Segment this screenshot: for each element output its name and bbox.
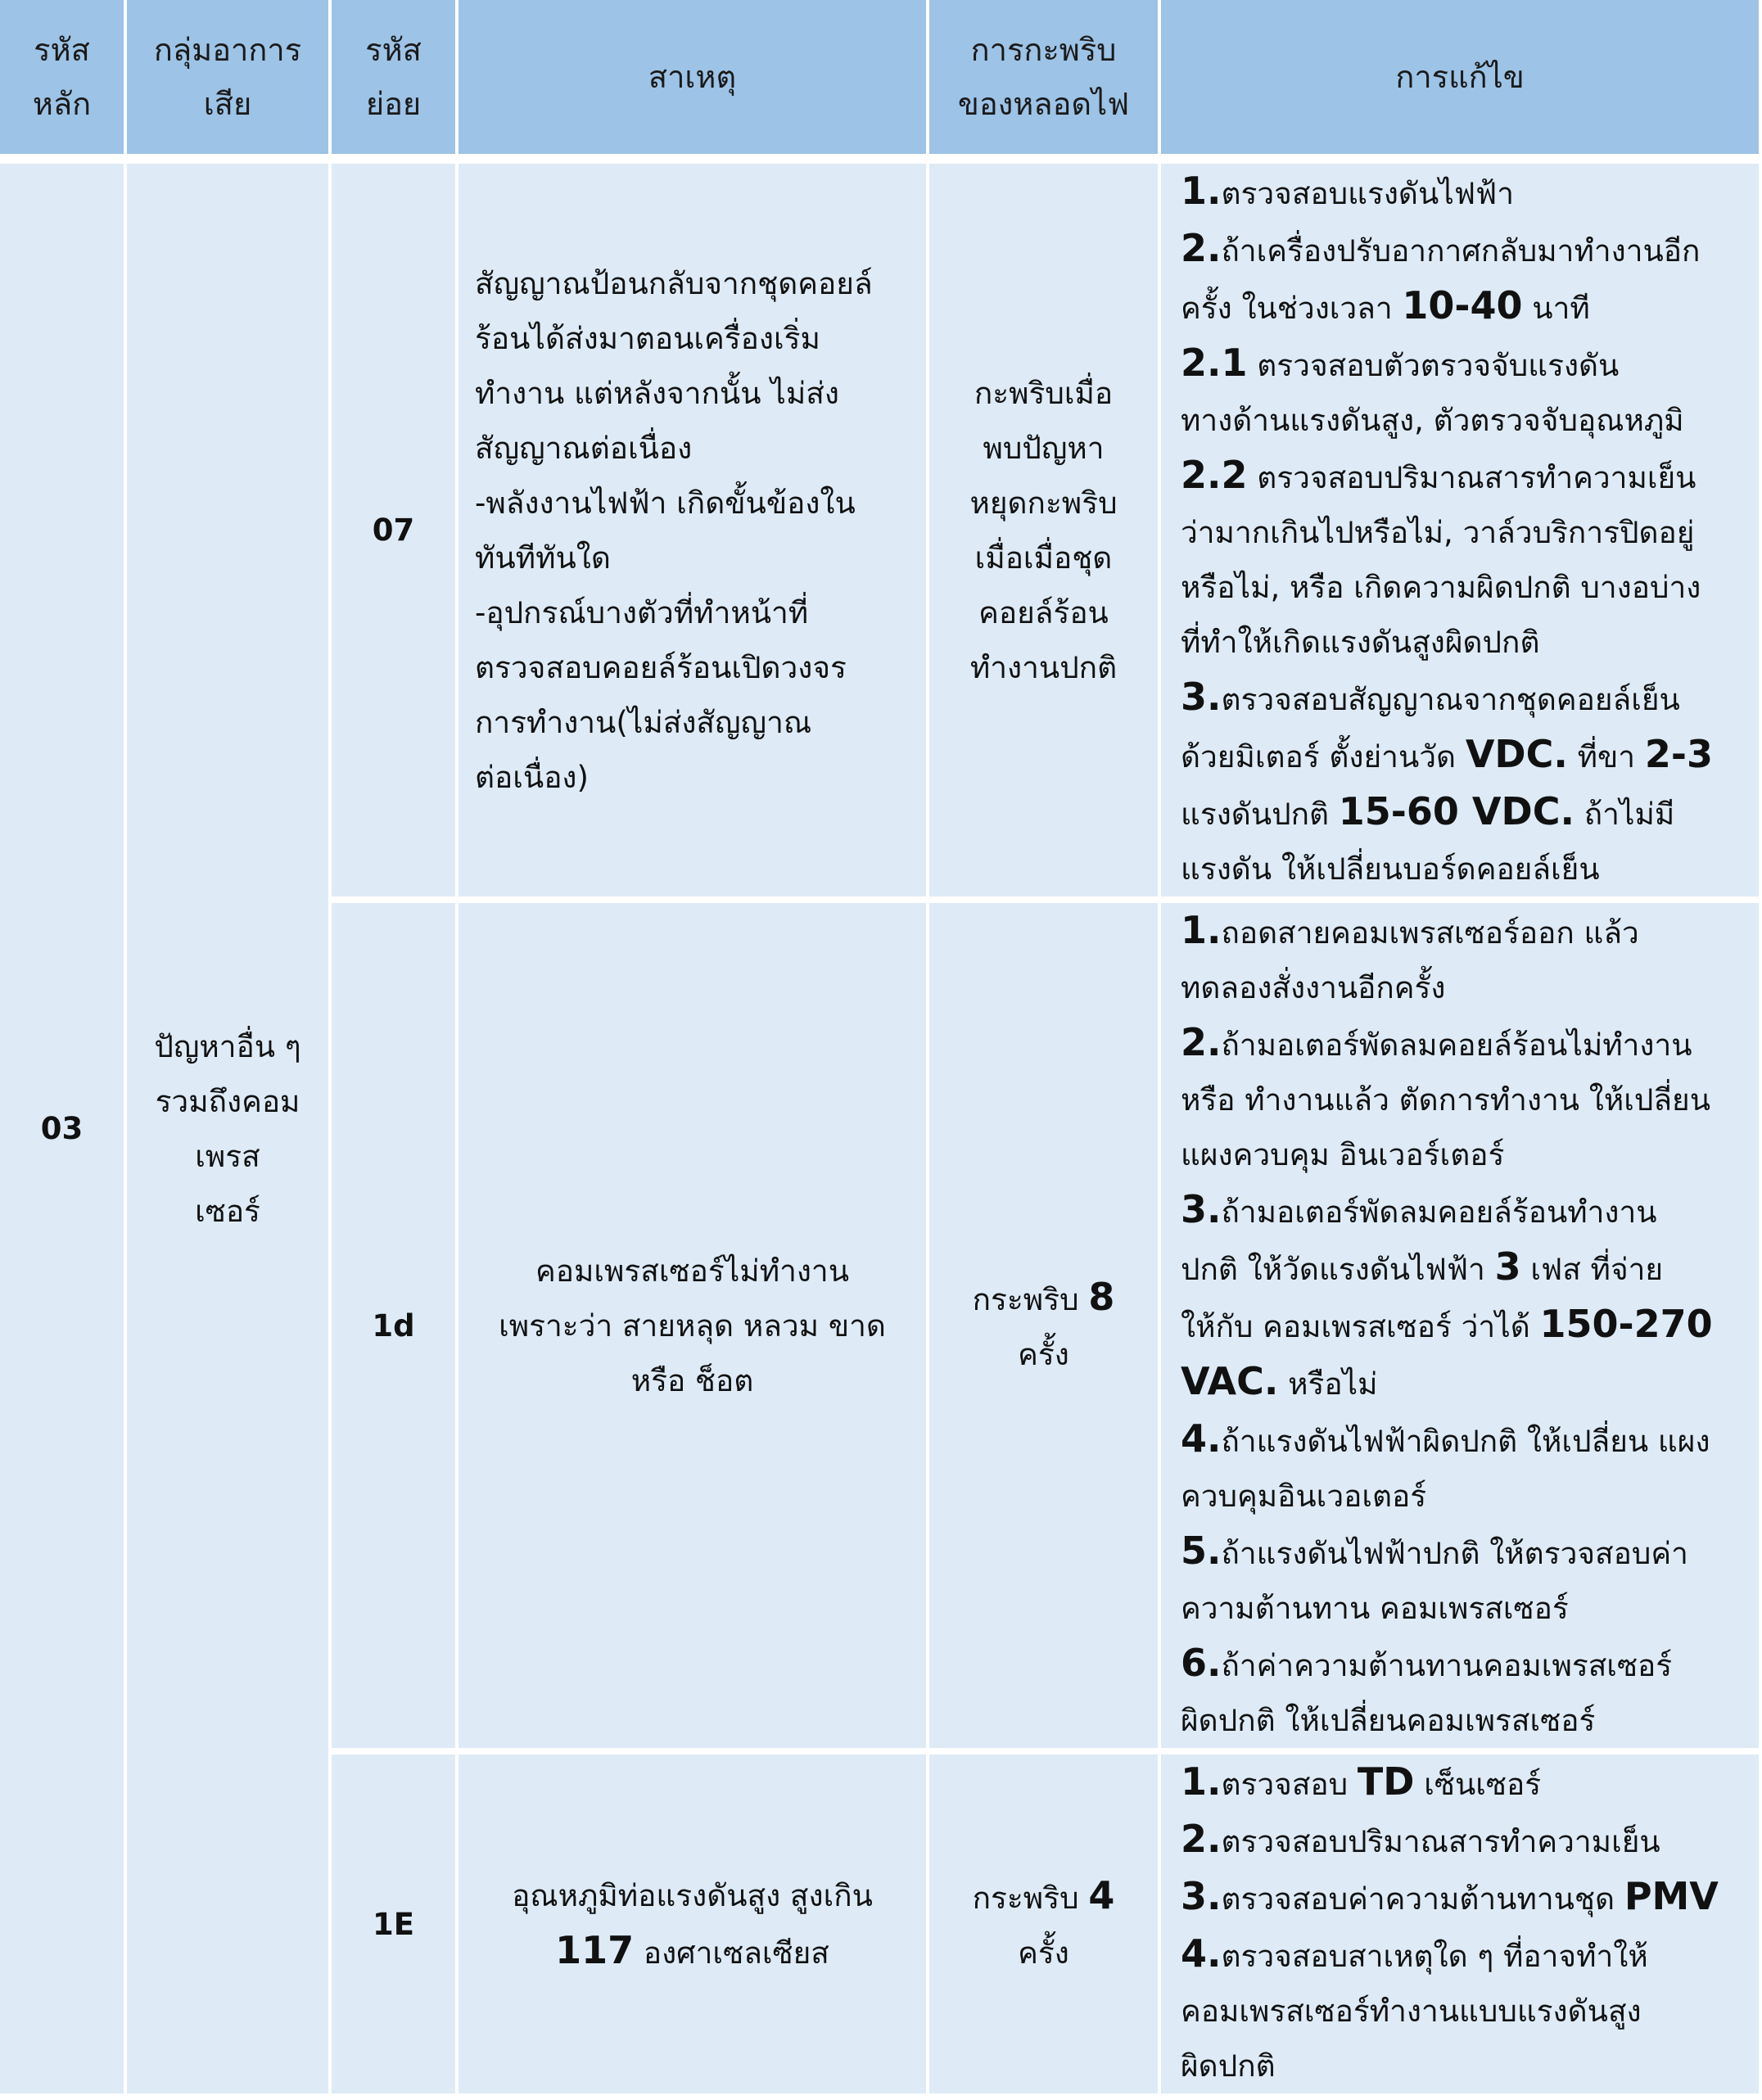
text-segment: กระพริบ: [972, 1281, 1089, 1317]
text-line: [1181, 164, 1747, 221]
text-line: [1181, 1015, 1747, 1073]
text-line: [1181, 903, 1747, 960]
text-segment: ควบคุมอินเวอเตอร์: [1181, 1479, 1427, 1514]
text-line: รหัส: [365, 32, 422, 68]
text-segment: หรือ ทำงานแล้ว ตัดการทำงาน ให้เปลี่ยน: [1181, 1082, 1711, 1118]
text-segment: แผงควบคุม อินเวอร์เตอร์: [1181, 1137, 1505, 1172]
text-segment: ปกติ ให้วัดแรงดันไฟฟ้า: [1181, 1252, 1495, 1287]
text-line: [942, 1926, 1145, 1980]
text-line: ทำงานปกติ: [969, 649, 1118, 685]
text-line: [475, 1868, 910, 1923]
text-line: [1181, 615, 1747, 670]
text-line: [1181, 1693, 1747, 1748]
text-line: กลุ่มอาการ: [153, 32, 302, 68]
text-segment: ด้วยมิเตอร์ ตั้งย่านวัด: [1181, 739, 1466, 775]
text-line: [1181, 1581, 1747, 1636]
text-line: หลัก: [32, 86, 92, 122]
fix-cell: [1161, 164, 1762, 903]
emphasis-text: 2.2: [1181, 453, 1248, 497]
emphasis-text: 2.: [1181, 226, 1222, 270]
text-line: [1181, 960, 1747, 1015]
text-line: [1181, 1469, 1747, 1524]
text-line: [1181, 560, 1747, 615]
emphasis-text: 1.: [1181, 169, 1222, 213]
text-line: [1181, 448, 1747, 505]
text-line: [1181, 1182, 1747, 1240]
sub-code-cell: 1d: [332, 903, 459, 1755]
text-segment: นาที: [1522, 291, 1590, 326]
emphasis-text: 3.: [1181, 1187, 1222, 1231]
text-line: [1181, 784, 1747, 842]
text-line: พบปัญหา: [983, 430, 1105, 466]
emphasis-text: 2.: [1181, 1817, 1222, 1861]
text-segment: อุณหภูมิท่อแรงดันสูง สูงเกิน: [512, 1877, 873, 1913]
text-segment: ครั้ง: [1018, 1336, 1069, 1372]
text-line: [1181, 1240, 1747, 1297]
text-line: คอมเพรสเซอร์ไม่ทำงาน: [535, 1253, 849, 1289]
text-line: -อุปกรณ์บางตัวที่ทำหน้าที่: [475, 594, 809, 630]
text-segment: คอมเพรสเซอร์ทำงานแบบแรงดันสูง: [1181, 1994, 1642, 2029]
emphasis-text: 6.: [1181, 1641, 1222, 1685]
fix-cell: [1161, 1755, 1762, 2100]
text-line: [942, 1868, 1145, 1926]
blink-cell: [929, 164, 1161, 903]
text-line: [1181, 1354, 1747, 1411]
blink-cell: [929, 903, 1161, 1755]
text-segment: ตรวจสอบสาเหตุใด ๆ ที่อาจทำให้: [1221, 1939, 1648, 1974]
text-line: ปัญหาอื่น ๆ: [154, 1028, 301, 1064]
text-segment: ที่ทำให้เกิดแรงดันสูงผิดปกติ: [1181, 625, 1540, 660]
text-segment: ทางด้านแรงดันสูง, ตัวตรวจจับอุณหภูมิ: [1181, 403, 1684, 438]
text-line: ย่อย: [365, 86, 422, 122]
text-line: [1181, 842, 1747, 896]
text-line: [942, 1270, 1145, 1327]
text-line: ทำงาน แต่หลังจากนั้น ไม่ส่ง: [475, 375, 839, 411]
emphasis-text: TD: [1357, 1759, 1415, 1804]
emphasis-text: 3.: [1181, 1874, 1222, 1918]
text-segment: ความต้านทาน คอมเพรสเซอร์: [1181, 1591, 1569, 1626]
text-segment: ถ้าแรงดันไฟฟ้าผิดปกติ ให้เปลี่ยน แผง: [1221, 1424, 1710, 1459]
text-segment: ถ้าเครื่องปรับอากาศกลับมาทำงานอีก: [1221, 233, 1701, 269]
text-segment: ครั้ง: [1018, 1935, 1069, 1971]
emphasis-text: 2-3: [1644, 732, 1713, 776]
text-line: การทำงาน(ไม่ส่งสัญญาณ: [475, 704, 812, 740]
emphasis-text: VAC.: [1181, 1359, 1279, 1403]
text-line: เซอร์: [195, 1193, 260, 1229]
text-line: รหัส: [34, 32, 90, 68]
text-segment: ถอดสายคอมเพรสเซอร์ออก แล้ว: [1221, 915, 1639, 951]
text-line: [1181, 1755, 1747, 1812]
text-segment: ถ้ามอเตอร์พัดลมคอยล์ร้อนทำงาน: [1221, 1195, 1657, 1230]
text-segment: หรือไม่, หรือ เกิดความผิดปกติ บางอบ่าง: [1181, 570, 1701, 605]
text-segment: ผิดปกติ: [1181, 2048, 1276, 2084]
header-cause: [459, 0, 929, 164]
text-segment: แรงดัน ให้เปลี่ยนบอร์ดคอยล์เย็น: [1181, 851, 1600, 887]
text-segment: ตรวจสอบปริมาณสารทำความเย็น: [1221, 1824, 1660, 1859]
emphasis-text: 4.: [1181, 1931, 1222, 1976]
text-line: รวมถึงคอม: [155, 1083, 300, 1119]
text-line: ทันทีทันใด: [475, 540, 611, 576]
text-segment: ว่ามากเกินไปหรือไม่, วาล์วบริการปิดอยู่: [1181, 515, 1695, 550]
text-segment: เซ็นเซอร์: [1414, 1767, 1542, 1802]
text-line: หยุดกะพริบ: [969, 485, 1118, 521]
emphasis-text: 4.: [1181, 1416, 1222, 1461]
text-segment: ถ้าแรงดันไฟฟ้าปกติ ให้ตรวจสอบค่า: [1221, 1536, 1688, 1571]
text-segment: ถ้ามอเตอร์พัดลมคอยล์ร้อนไม่ทำงาน: [1221, 1027, 1692, 1063]
emphasis-text: 8: [1088, 1274, 1115, 1319]
text-line: [1181, 1812, 1747, 1869]
text-line: [942, 1327, 1145, 1382]
emphasis-text: 1.: [1181, 1759, 1222, 1804]
text-line: [1181, 1869, 1747, 1926]
emphasis-text: 15-60 VDC.: [1338, 789, 1575, 833]
text-line: [475, 1923, 910, 1980]
emphasis-text: 2.: [1181, 1020, 1222, 1064]
text-segment: หรือไม่: [1278, 1366, 1378, 1402]
emphasis-text: 10-40: [1402, 283, 1523, 327]
text-line: คอยล์ร้อน: [978, 594, 1109, 630]
text-segment: ที่ขา: [1567, 739, 1645, 775]
emphasis-text: 4: [1088, 1872, 1115, 1917]
text-line: เสีย: [203, 86, 252, 122]
group-cell: [127, 164, 332, 2100]
text-segment: กระพริบ: [972, 1880, 1089, 1916]
cause-cell: [459, 903, 929, 1755]
text-line: [1181, 1297, 1747, 1354]
text-segment: ถ้าค่าความต้านทานคอมเพรสเซอร์: [1221, 1648, 1673, 1683]
text-line: [1181, 1073, 1747, 1127]
cause-cell: [459, 1755, 929, 2100]
sub-code-cell: 07: [332, 164, 459, 903]
text-segment: ผิดปกติ ให้เปลี่ยนคอมเพรสเซอร์: [1181, 1703, 1596, 1738]
text-line: [1181, 393, 1747, 448]
text-segment: ตรวจสอบปริมาณสารทำความเย็น: [1247, 460, 1696, 495]
emphasis-text: 3: [1494, 1244, 1521, 1289]
text-line: [1181, 336, 1747, 393]
text-line: [1181, 727, 1747, 784]
text-segment: ให้กับ คอมเพรสเซอร์ ว่าได้: [1181, 1309, 1540, 1344]
text-line: ตรวจสอบคอยล์ร้อนเปิดวงจร: [475, 649, 847, 685]
emphasis-text: 2.1: [1181, 341, 1248, 385]
text-line: [1181, 1926, 1747, 1984]
fix-cell: [1161, 903, 1762, 1755]
header-group: [127, 0, 332, 164]
header-fix: [1161, 0, 1762, 164]
text-line: ต่อเนื่อง): [475, 759, 589, 795]
text-line: [1181, 221, 1747, 278]
text-segment: เฟส ที่จ่าย: [1520, 1252, 1664, 1287]
emphasis-text: 1.: [1181, 908, 1222, 952]
text-line: [1181, 1636, 1747, 1693]
emphasis-text: 5.: [1181, 1529, 1222, 1573]
text-line: [1181, 2039, 1747, 2093]
text-segment: ตรวจสอบตัวตรวจจับแรงดัน: [1247, 348, 1620, 383]
emphasis-text: VDC.: [1465, 732, 1568, 776]
text-line: [1181, 505, 1747, 560]
header-blink: [929, 0, 1161, 164]
text-line: สัญญาณต่อเนื่อง: [475, 430, 693, 466]
main-code-cell: 03: [0, 164, 127, 2100]
text-line: กะพริบเมื่อ: [974, 375, 1114, 411]
text-line: เมื่อเมื่อชุด: [974, 540, 1113, 576]
text-line: [1181, 670, 1747, 727]
emphasis-text: PMV: [1624, 1874, 1719, 1918]
text-line: สัญญาณป้อนกลับจากชุดคอยล์: [475, 265, 873, 301]
text-line: [1181, 1984, 1747, 2039]
text-segment: องศาเซลเซียส: [634, 1935, 829, 1971]
text-line: [1181, 278, 1747, 336]
emphasis-text: 3.: [1181, 675, 1222, 719]
text-line: ร้อนได้ส่งมาตอนเครื่องเริ่ม: [475, 320, 820, 356]
sub-code-cell: 1E: [332, 1755, 459, 2100]
header-row: [0, 0, 1762, 164]
text-line: สาเหตุ: [648, 59, 737, 95]
header-sub-code: [332, 0, 459, 164]
text-line: [1181, 1524, 1747, 1581]
text-segment: ครั้ง ในช่วงเวลา: [1181, 291, 1403, 326]
text-segment: แรงดันปกติ: [1181, 797, 1339, 832]
text-segment: ตรวจสอบ: [1221, 1767, 1358, 1802]
blink-cell: [929, 1755, 1161, 2100]
text-line: การกะพริบ: [970, 32, 1117, 68]
text-line: [1181, 1411, 1747, 1469]
text-line: -พลังงานไฟฟ้า เกิดขั้นข้องใน: [475, 485, 856, 521]
cause-cell: [459, 164, 929, 903]
text-segment: ตรวจสอบค่าความต้านทานชุด: [1221, 1881, 1624, 1917]
text-line: เพราะว่า สายหลุด หลวม ขาด: [499, 1307, 886, 1344]
text-line: [1181, 1127, 1747, 1182]
emphasis-text: 150-270: [1539, 1302, 1713, 1346]
table-row: [0, 164, 1762, 903]
text-line: การแก้ไข: [1395, 59, 1525, 95]
text-line: เพรส: [195, 1138, 260, 1174]
text-segment: ถ้าไม่มี: [1574, 797, 1675, 832]
text-segment: ทดลองสั่งงานอีกครั้ง: [1181, 970, 1446, 1005]
text-segment: ตรวจสอบแรงดันไฟฟ้า: [1221, 176, 1515, 211]
text-line: ของหลอดไฟ: [957, 86, 1130, 122]
text-line: หรือ ช็อต: [630, 1362, 754, 1398]
emphasis-text: 117: [555, 1927, 635, 1972]
text-segment: ตรวจสอบสัญญาณจากชุดคอยล์เย็น: [1221, 682, 1680, 717]
header-main-code: [0, 0, 127, 164]
